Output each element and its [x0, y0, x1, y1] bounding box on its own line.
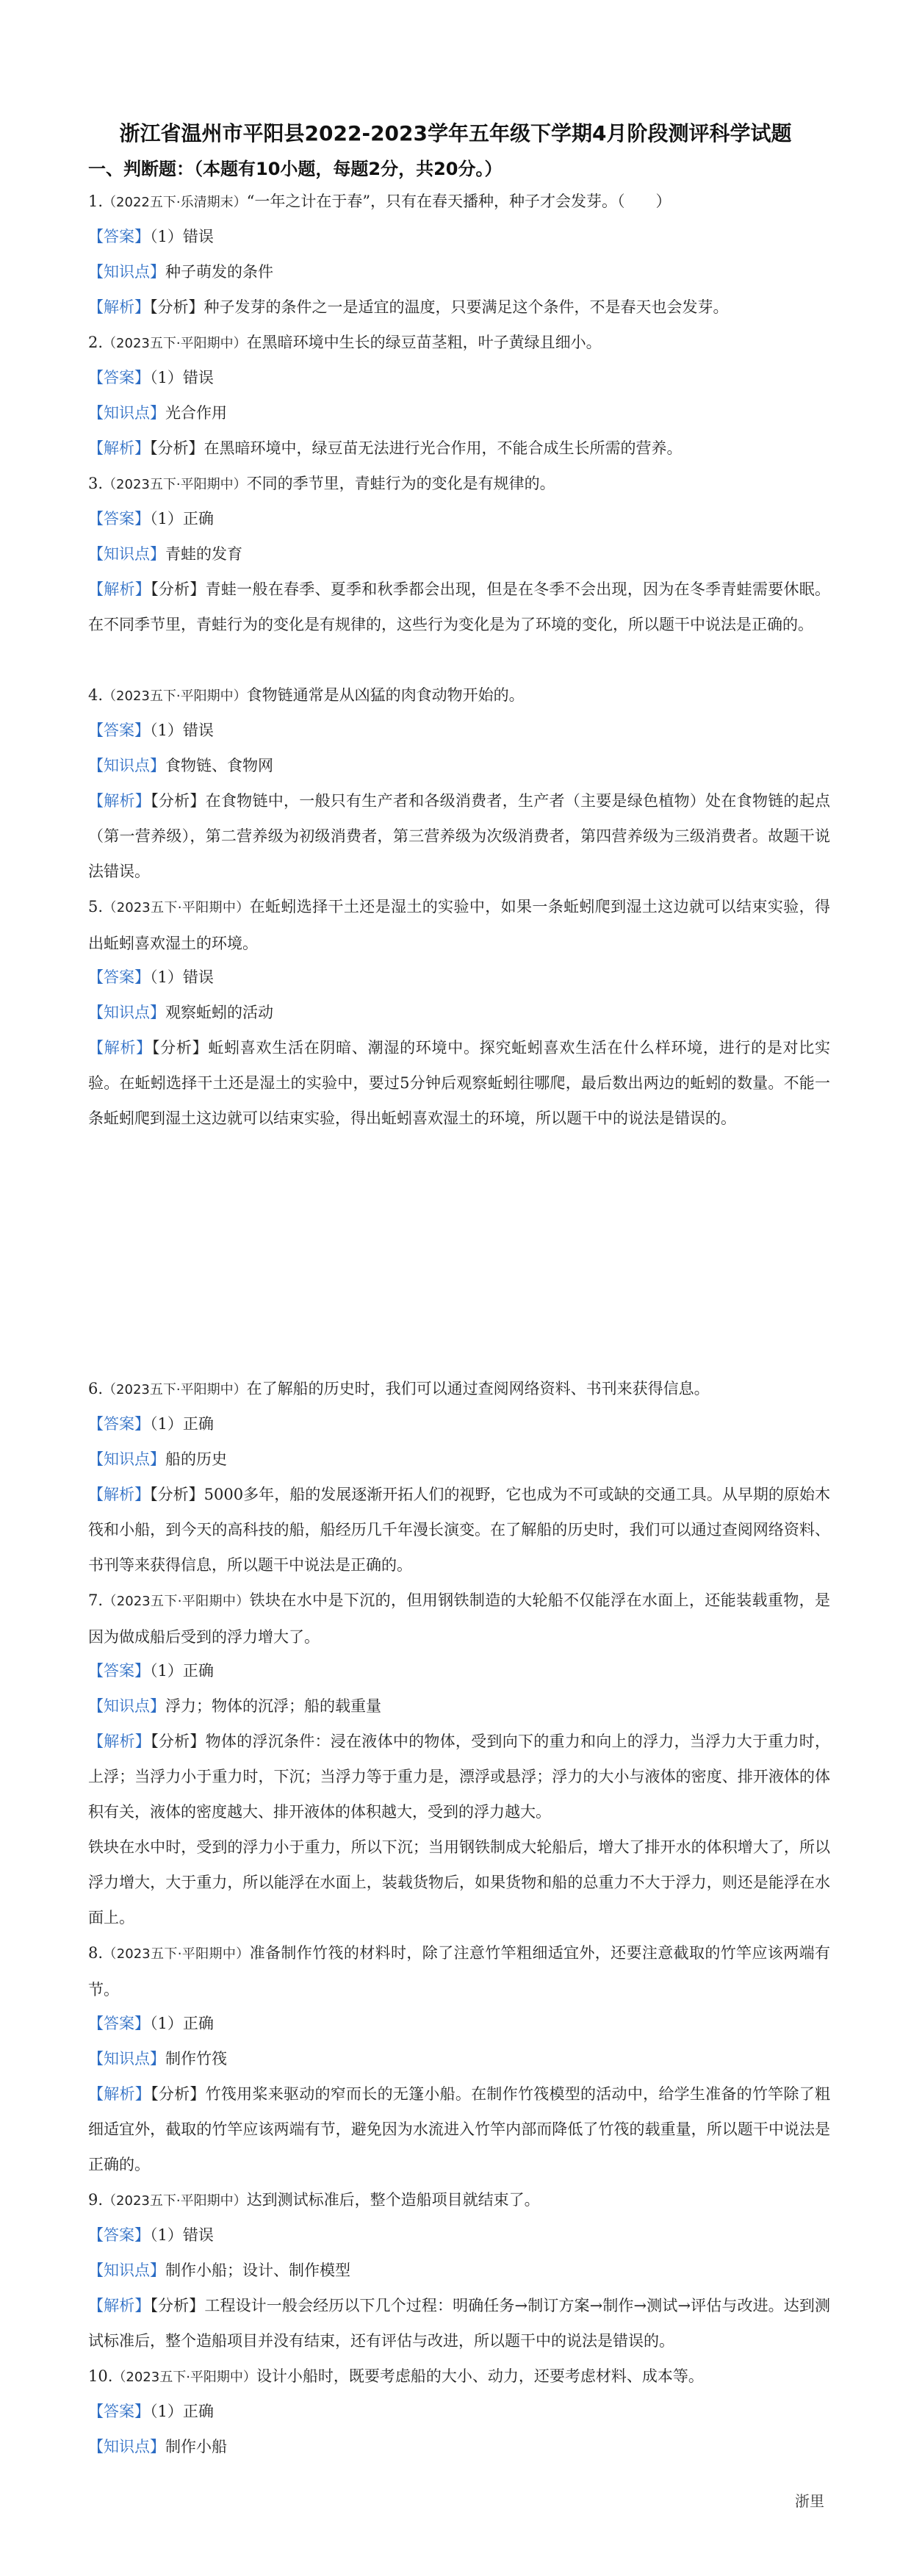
- question-source: （2023五下·平阳期中）: [103, 900, 250, 915]
- question-source: （2022五下·乐清期末）: [103, 195, 247, 210]
- knowledge-point-line: [88, 2429, 830, 2464]
- page-title: 浙江省温州市平阳县2022-2023学年五年级下学期4月阶段测评科学试题: [119, 121, 792, 145]
- question-number: 2.: [88, 334, 104, 351]
- question-number: 1.: [88, 193, 104, 210]
- answer-text: （1）错误: [150, 228, 214, 245]
- question-9: [88, 2182, 830, 2219]
- knowledge-point-text: 观察蚯蚓的活动: [165, 1004, 273, 1021]
- analysis-text: 【分析】青蛙一般在春季、夏季和秋季都会出现，但是在冬季不会出现，因为在冬季青蛙需要休眠。在不同季节里，青蛙行为的变化是有规律的，这些行为变化是为了环境的变化，所以题干中说法是正确的。: [88, 580, 831, 633]
- question-source: （2023五下·平阳期中）: [103, 477, 247, 492]
- question-2: [88, 325, 830, 361]
- question-8: [88, 1935, 830, 2007]
- analysis-tag: 【解析】: [88, 2297, 151, 2314]
- answer-tag: 【答案】: [88, 2015, 150, 2032]
- analysis-text: 【分析】种子发芽的条件之一是适宜的温度，只要满足这个条件，不是春天也会发芽。: [150, 298, 729, 316]
- answer-line: [88, 713, 830, 748]
- analysis-text: 【分析】在食物链中，一般只有生产者和各级消费者，生产者（主要是绿色植物）处在食物链的起点（第一营养级），第二营养级为初级消费者，第三营养级为次级消费者，第四营养级为三级消费者。故题干说法错误。: [88, 792, 831, 880]
- question-source: （2023五下·平阳期中）: [103, 336, 247, 351]
- answer-tag: 【答案】: [88, 722, 150, 739]
- question-source: （2023五下·平阳期中）: [103, 1594, 250, 1609]
- analysis-paragraph: [88, 2076, 830, 2182]
- knowledge-point-text: 制作竹筏: [165, 2050, 227, 2068]
- question-number: 10.: [88, 2367, 113, 2385]
- question-3: [88, 466, 830, 503]
- question-source: （2023五下·平阳期中）: [112, 2370, 256, 2385]
- question-7: [88, 1583, 830, 1655]
- answer-line: [88, 960, 830, 995]
- answer-text: （1）错误: [150, 722, 214, 739]
- analysis-text: 【分析】工程设计一般会经历以下几个过程：明确任务→制订方案→制作→测试→评估与改进。达到测试标准后，整个造船项目并没有结束，还有评估与改进，所以题干中的说法是错误的。: [88, 2297, 831, 2350]
- knowledge-point-text: 浮力；物体的沉浮；船的载重量: [165, 1697, 381, 1715]
- analysis-paragraph: [88, 1030, 830, 1136]
- answer-line: [88, 501, 830, 536]
- analysis-paragraph-continued: 铁块在水中时，受到的浮力小于重力，所以下沉；当用钢铁制成大轮船后，增大了排开水的体积增大了，所以浮力增大，大于重力，所以能浮在水面上，装载货物后，如果货物和船的总重力不大于浮力，则还是能浮在水面上。: [88, 1838, 830, 1926]
- knowledge-point-tag: 【知识点】: [88, 2262, 165, 2279]
- answer-line: [88, 1406, 830, 1442]
- question-4: [88, 677, 830, 714]
- question-text: “一年之计在于春”，只有在春天播种，种子才会发芽。（ ）: [246, 193, 671, 210]
- question-text: 食物链通常是从凶猛的肉食动物开始的。: [246, 686, 525, 704]
- question-number: 7.: [88, 1591, 104, 1609]
- analysis-paragraph: [88, 572, 830, 642]
- answer-tag: 【答案】: [88, 510, 150, 528]
- question-source: （2023五下·平阳期中）: [103, 1946, 250, 1962]
- knowledge-point-line: [88, 748, 830, 783]
- question-text: 在了解船的历史时，我们可以通过查阅网络资料、书刊来获得信息。: [246, 1380, 710, 1397]
- knowledge-point-line: [88, 2041, 830, 2076]
- answer-tag: 【答案】: [88, 2226, 150, 2244]
- question-text: 铁块在水中是下沉的，但用钢铁制造的大轮船不仅能浮在水面上，还能装载重物，是因为做成船后受到的浮力增大了。: [88, 1591, 830, 1646]
- knowledge-point-tag: 【知识点】: [88, 404, 165, 422]
- question-number: 9.: [88, 2191, 104, 2209]
- answer-line: [88, 2217, 830, 2253]
- answer-tag: 【答案】: [88, 1662, 150, 1680]
- knowledge-point-tag: 【知识点】: [88, 1450, 165, 1468]
- question-1: [88, 184, 830, 220]
- answer-line: [88, 2394, 830, 2429]
- question-number: 4.: [88, 686, 104, 704]
- knowledge-point-line: [88, 536, 830, 572]
- knowledge-point-line: [88, 995, 830, 1030]
- answer-line: [88, 2006, 830, 2041]
- knowledge-point-text: 食物链、食物网: [165, 757, 273, 774]
- knowledge-point-line: [88, 2253, 830, 2288]
- knowledge-point-text: 青蛙的发育: [165, 545, 242, 563]
- analysis-tag: 【解析】: [88, 580, 151, 598]
- analysis-tag: 【解析】: [88, 1733, 151, 1750]
- knowledge-point-text: 制作小船: [165, 2438, 227, 2456]
- analysis-tag: 【解析】: [88, 298, 150, 316]
- analysis-tag: 【解析】: [88, 1039, 152, 1057]
- answer-text: （1）正确: [150, 2015, 214, 2032]
- question-text: 在黑暗环境中生长的绿豆苗茎粗，叶子黄绿且细小。: [246, 334, 602, 351]
- question-text: 达到测试标准后，整个造船项目就结束了。: [246, 2191, 540, 2209]
- knowledge-point-tag: 【知识点】: [88, 2050, 165, 2068]
- question-number: 6.: [88, 1380, 104, 1397]
- answer-text: （1）正确: [150, 2403, 214, 2420]
- section-heading: 一、判断题：（本题有10小题，每题2分，共20分。）: [88, 159, 503, 179]
- answer-text: （1）正确: [150, 1662, 214, 1680]
- answer-tag: 【答案】: [88, 228, 150, 245]
- analysis-text: 【分析】5000多年，船的发展逐渐开拓人们的视野，它也成为不可或缺的交通工具。从早期的原始木筏和小船，到今天的高科技的船，船经历几千年漫长演变。在了解船的历史时，我们可以通过查阅网络资料、书刊等来获得信息，所以题干中说法是正确的。: [88, 1486, 830, 1574]
- knowledge-point-tag: 【知识点】: [88, 1697, 165, 1715]
- answer-tag: 【答案】: [88, 968, 150, 986]
- answer-text: （1）错误: [150, 2226, 214, 2244]
- analysis-paragraph: [88, 1724, 830, 1830]
- knowledge-point-tag: 【知识点】: [88, 757, 165, 774]
- question-10: [88, 2359, 830, 2395]
- question-source: （2023五下·平阳期中）: [103, 688, 247, 704]
- analysis-tag: 【解析】: [88, 792, 151, 810]
- knowledge-point-text: 船的历史: [165, 1450, 227, 1468]
- knowledge-point-line: [88, 254, 830, 289]
- analysis-text: 【分析】蚯蚓喜欢生活在阴暗、潮湿的环境中。探究蚯蚓喜欢生活在什么样环境，进行的是对比实验。在蚯蚓选择干土还是湿土的实验中，要过5分钟后观察蚯蚓往哪爬，最后数出两边的蚯蚓的数量。不能一条蚯蚓爬到湿土这边就可以结束实验，得出蚯蚓喜欢湿土的环境，所以题干中的说法是错误的。: [88, 1039, 831, 1127]
- answer-text: （1）错误: [150, 369, 214, 386]
- knowledge-point-tag: 【知识点】: [88, 263, 165, 281]
- analysis-text: 【分析】竹筏用桨来驱动的窄而长的无篷小船。在制作竹筏模型的活动中，给学生准备的竹竿除了粗细适宜外，截取的竹竿应该两端有节，避免因为水流进入竹竿内部而降低了竹筏的载重量，所以题干中说法是正确的。: [88, 2085, 831, 2173]
- analysis-paragraph: [88, 431, 830, 466]
- answer-text: （1）正确: [150, 510, 214, 528]
- analysis-paragraph: [88, 783, 830, 889]
- analysis-paragraph: [88, 2288, 830, 2359]
- knowledge-point-line: [88, 1442, 830, 1477]
- answer-tag: 【答案】: [88, 369, 150, 386]
- analysis-text: 【分析】物体的浮沉条件：浸在液体中的物体，受到向下的重力和向上的浮力，当浮力大于重力时，上浮；当浮力小于重力时，下沉；当浮力等于重力是，漂浮或悬浮；浮力的大小与液体的密度、排开液体的体积有关，液体的密度越大、排开液体的体积越大，受到的浮力越大。: [88, 1733, 831, 1821]
- knowledge-point-text: 种子萌发的条件: [165, 263, 273, 281]
- question-5: [88, 889, 830, 961]
- knowledge-point-line: [88, 395, 830, 431]
- knowledge-point-line: [88, 1688, 830, 1724]
- knowledge-point-text: 制作小船；设计、制作模型: [165, 2262, 350, 2279]
- question-text: 在蚯蚓选择干土还是湿土的实验中，如果一条蚯蚓爬到湿土这边就可以结束实验，得出蚯蚓喜欢湿土的环境。: [88, 898, 830, 952]
- question-text: 准备制作竹筏的材料时，除了注意竹竿粗细适宜外，还要注意截取的竹竿应该两端有节。: [88, 1944, 830, 1998]
- answer-line: [88, 219, 830, 254]
- analysis-tag: 【解析】: [88, 2085, 151, 2103]
- page-footer: 浙里: [795, 2492, 824, 2510]
- question-6: [88, 1371, 830, 1408]
- analysis-tag: 【解析】: [88, 439, 150, 457]
- question-number: 5.: [88, 898, 104, 915]
- answer-text: （1）正确: [150, 1415, 214, 1433]
- analysis-paragraph: [88, 1477, 830, 1583]
- analysis-text: 【分析】在黑暗环境中，绿豆苗无法进行光合作用，不能合成生长所需的营养。: [150, 439, 683, 457]
- analysis-tag: 【解析】: [88, 1486, 151, 1503]
- knowledge-point-tag: 【知识点】: [88, 545, 165, 563]
- answer-tag: 【答案】: [88, 2403, 150, 2420]
- answer-tag: 【答案】: [88, 1415, 150, 1433]
- question-text: 不同的季节里，青蛙行为的变化是有规律的。: [246, 475, 555, 492]
- question-number: 3.: [88, 475, 104, 492]
- analysis-paragraph: [88, 289, 830, 325]
- knowledge-point-tag: 【知识点】: [88, 1004, 165, 1021]
- answer-text: （1）错误: [150, 968, 214, 986]
- question-source: （2023五下·平阳期中）: [103, 2193, 247, 2209]
- answer-line: [88, 360, 830, 395]
- knowledge-point-text: 光合作用: [165, 404, 227, 422]
- answer-line: [88, 1653, 830, 1688]
- question-source: （2023五下·平阳期中）: [103, 1382, 247, 1397]
- knowledge-point-tag: 【知识点】: [88, 2438, 165, 2456]
- question-text: 设计小船时，既要考虑船的大小、动力，还要考虑材料、成本等。: [256, 2367, 704, 2385]
- question-number: 8.: [88, 1944, 104, 1962]
